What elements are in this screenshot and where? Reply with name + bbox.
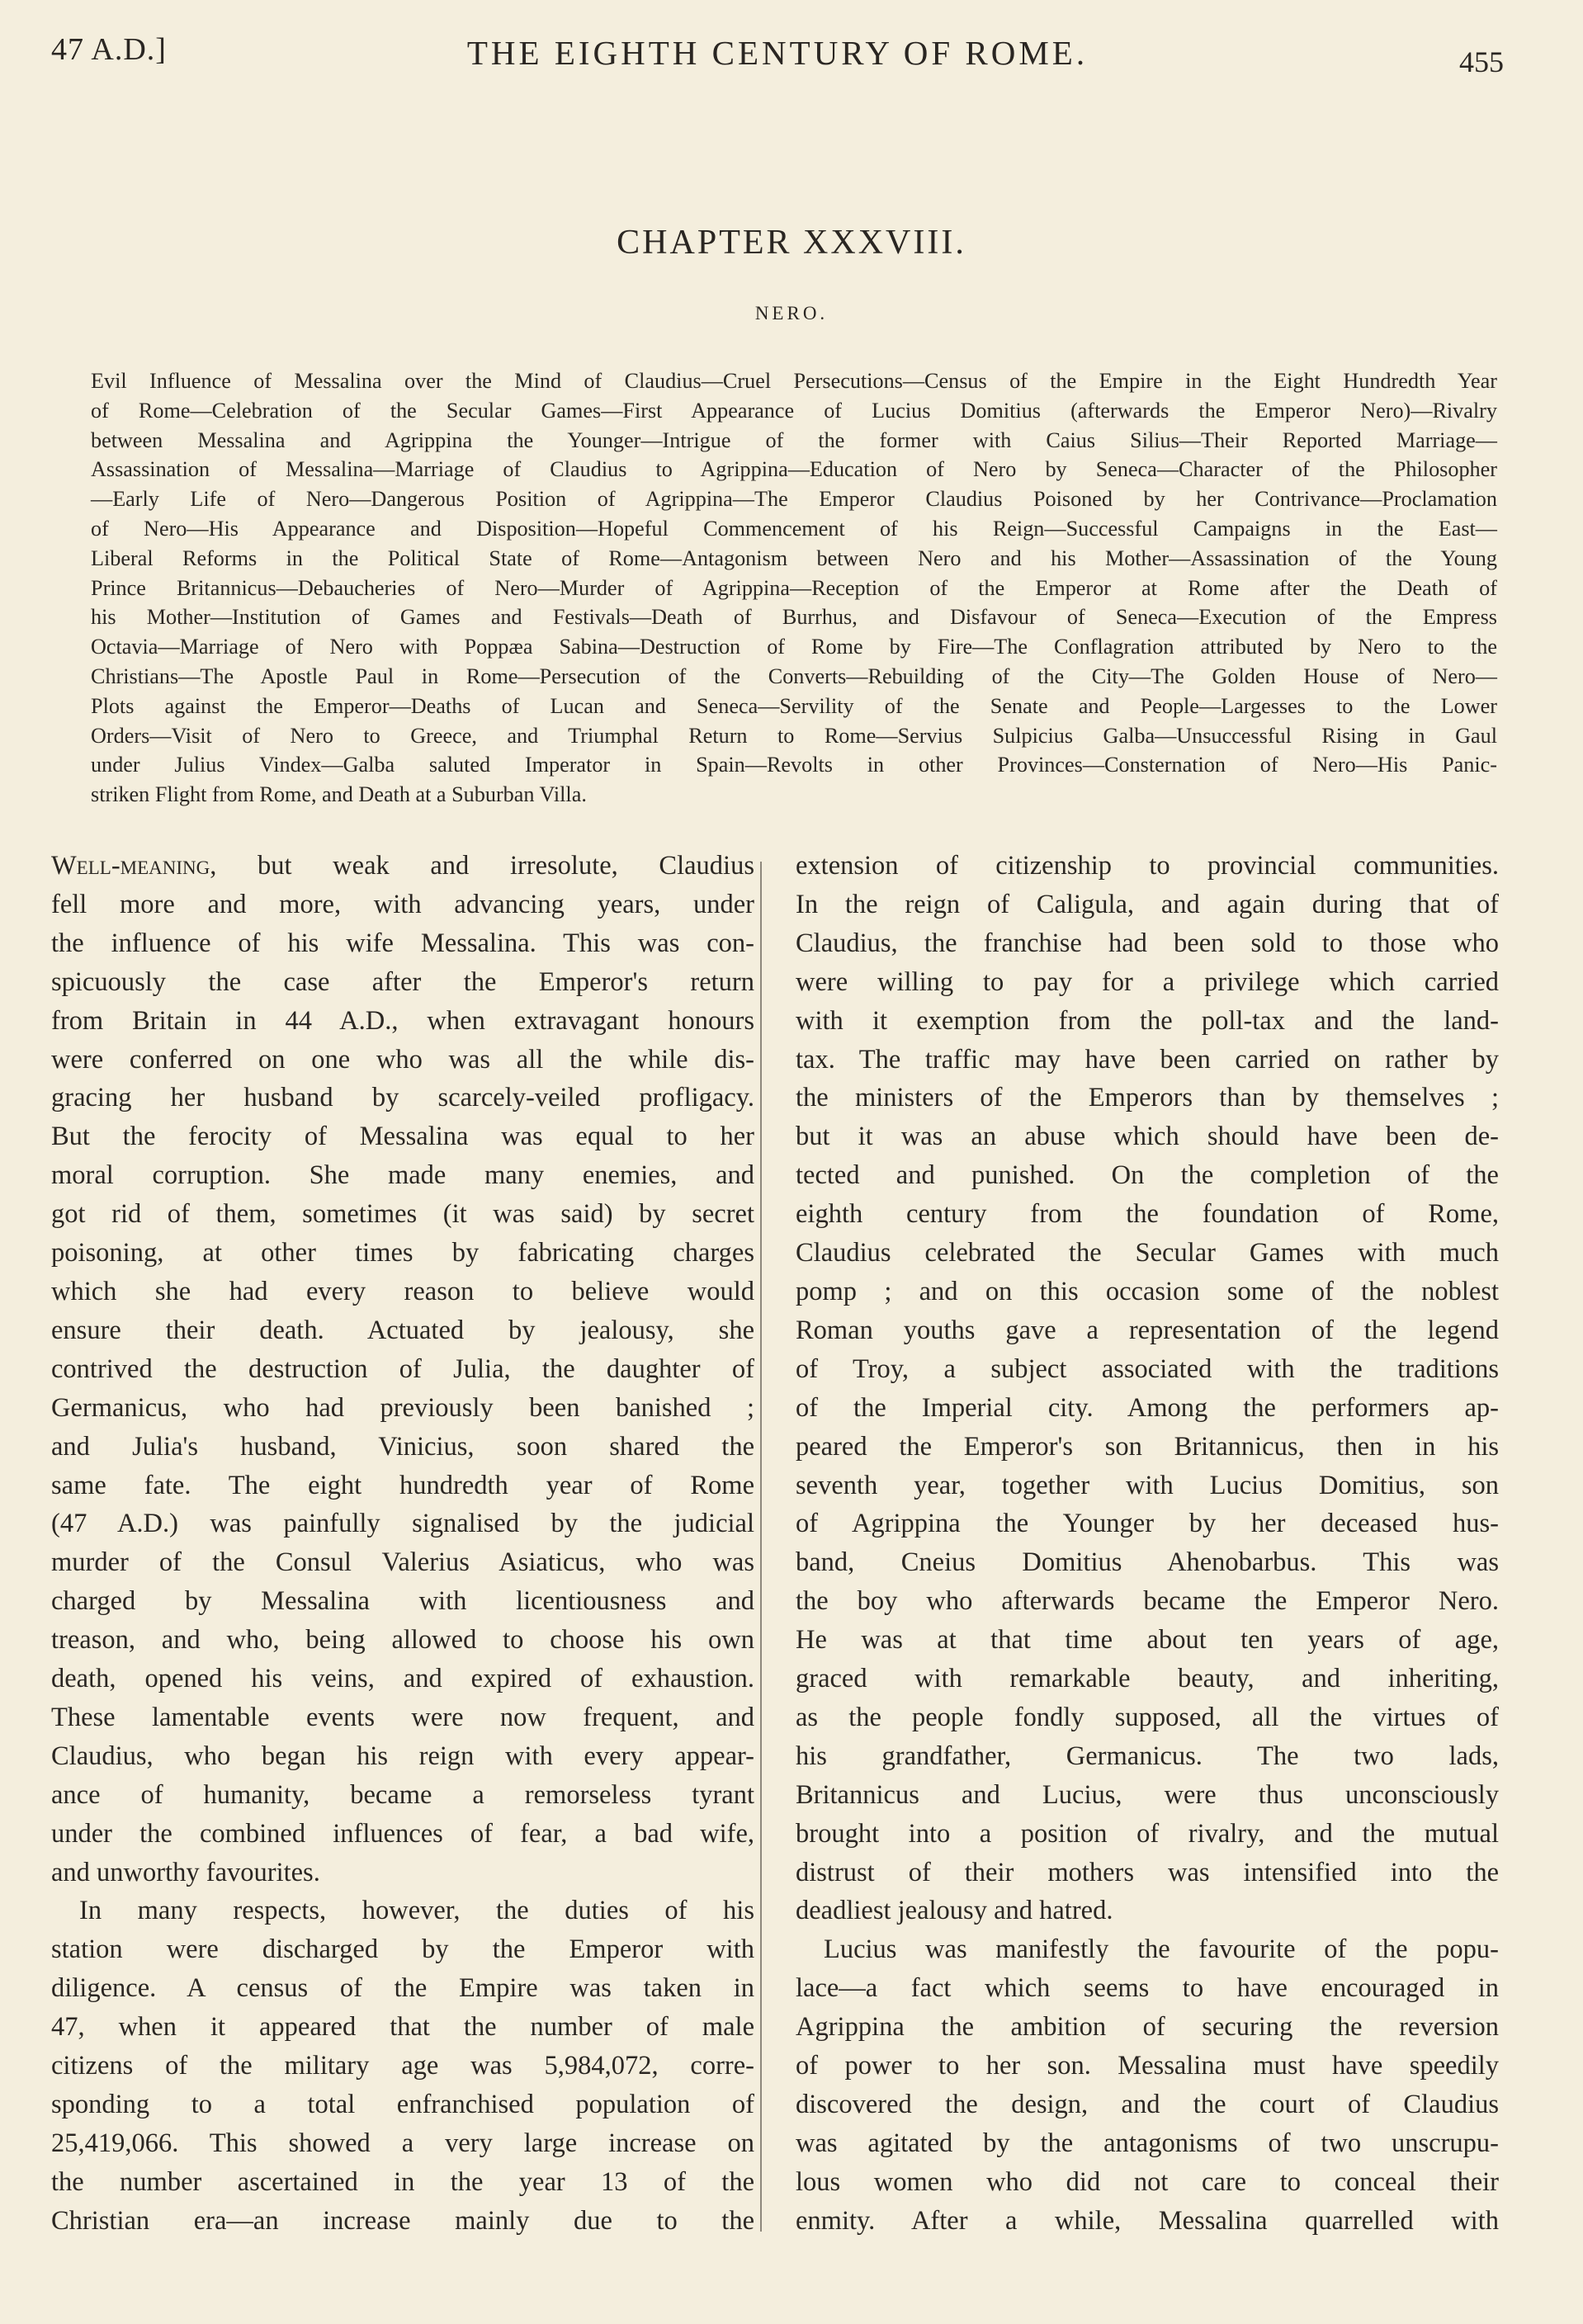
body-line: enmity. After a while, Messalina quarrelled with — [796, 2205, 1499, 2236]
body-line: moral corruption. She made many enemies, and — [51, 1160, 754, 1191]
body-line: murder of the Consul Valerius Asiaticus, who was — [51, 1547, 754, 1578]
body-line: distrust of their mothers was intensified into the — [796, 1857, 1499, 1887]
body-line: were willing to pay for a privilege which carried — [796, 966, 1499, 997]
body-line: of Troy, a subject associated with the traditions — [796, 1353, 1499, 1384]
summary-line: striken Flight from Rome, and Death at a Suburban Villa. — [91, 782, 587, 807]
summary-line: Prince Britannicus—Debaucheries of Nero—Murder of Agrippina—Reception of the Emperor at Rome after the Death of — [91, 575, 1497, 600]
body-text: but weak and irresolute, Claudius — [216, 851, 754, 881]
body-line: and Julia's husband, Vinicius, soon shared the — [51, 1431, 754, 1462]
body-line: spicuously the case after the Emperor's return — [51, 966, 754, 997]
body-line: charged by Messalina with licentiousness and — [51, 1586, 754, 1617]
body-line: fell more and more, with advancing years, under — [51, 889, 754, 919]
right-column — [796, 847, 1499, 2241]
body-line: poisoning, at other times by fabricating charges — [51, 1238, 754, 1268]
body-line: Claudius, who began his reign with every appear- — [51, 1741, 754, 1771]
body-line: (47 A.D.) was painfully signalised by the judicial — [51, 1509, 754, 1539]
page-number: 455 — [1459, 45, 1504, 78]
body-line: was agitated by the antagonisms of two unscrupu- — [796, 2128, 1499, 2158]
body-line: sponding to a total enfranchised population of — [51, 2090, 754, 2119]
body-line: tected and punished. On the completion of the — [796, 1160, 1499, 1191]
body-line: were conferred on one who was all the while dis- — [51, 1044, 754, 1075]
summary-line: Plots against the Emperor—Deaths of Lucan and Seneca—Servility of the Senate and People—Largesses to the Lower — [91, 693, 1497, 718]
body-line: Lucius was manifestly the favourite of the popu- — [824, 1934, 1499, 1965]
body-line: He was at that time about ten years of age, — [796, 1625, 1499, 1656]
body-line: Claudius celebrated the Secular Games with much — [796, 1238, 1499, 1268]
summary-line: his Mother—Institution of Games and Festivals—Death of Burrhus, and Disfavour of Seneca—Execution of the Empress — [91, 605, 1497, 630]
body-line: ance of humanity, became a remorseless tyrant — [51, 1779, 754, 1810]
body-line: of power to her son. Messalina must have speedily — [796, 2051, 1499, 2081]
body-line: brought into a position of rivalry, and the mutual — [796, 1818, 1499, 1849]
summary-line: Christians—The Apostle Paul in Rome—Persecution of the Converts—Rebuilding of the City—The Golden House of Nero— — [91, 664, 1497, 688]
summary-line: Liberal Reforms in the Political State of Rome—Antagonism between Nero and his Mother—Assassination of the Young — [91, 546, 1497, 570]
body-line: These lamentable events were now frequent, and — [51, 1702, 754, 1732]
running-header — [51, 28, 1504, 78]
body-line: ensure their death. Actuated by jealousy, she — [51, 1315, 754, 1345]
body-line: discovered the design, and the court of Claudius — [796, 2090, 1499, 2119]
summary-line: of Rome—Celebration of the Secular Games—First Appearance of Lucius Domitius (afterwards the Emperor Nero)—Rivalry — [91, 398, 1497, 423]
body-line: the influence of his wife Messalina. This was con- — [51, 928, 754, 958]
chapter-summary — [91, 366, 1497, 810]
summary-line: of Nero—His Appearance and Disposition—Hopeful Commencement of his Reign—Successful Campaigns in the East— — [91, 516, 1497, 541]
body-line — [51, 847, 754, 886]
body-line: lace—a fact which seems to have encouraged in — [796, 1973, 1499, 2004]
body-line: and unworthy favourites. — [51, 1857, 320, 1887]
body-line: In the reign of Caligula, and again during that of — [796, 889, 1499, 919]
left-column — [51, 847, 754, 2241]
opening-small-caps: Well-meaning, — [51, 851, 217, 881]
body-line: graced with remarkable beauty, and inheriting, — [796, 1664, 1499, 1694]
body-line: deadliest jealousy and hatred. — [796, 1896, 1113, 1926]
body-line: the boy who afterwards became the Emperor Nero. — [796, 1586, 1499, 1617]
body-line: under the combined influences of fear, a bad wife, — [51, 1818, 754, 1849]
body-line: got rid of them, sometimes (it was said) by secret — [51, 1199, 754, 1230]
body-line: with it exemption from the poll-tax and the land- — [796, 1005, 1499, 1036]
body-line: contrived the destruction of Julia, the daughter of — [51, 1353, 754, 1384]
body-line: extension of citizenship to provincial communities. — [796, 851, 1499, 881]
body-line: But the ferocity of Messalina was equal to her — [51, 1122, 754, 1152]
body-line: band, Cneius Domitius Ahenobarbus. This was — [796, 1547, 1499, 1578]
body-line: 25,419,066. This showed a very large increase on — [51, 2128, 754, 2158]
body-line: Germanicus, who had previously been banished ; — [51, 1392, 754, 1423]
body-line: lous women who did not care to conceal their — [796, 2166, 1499, 2197]
body-line: from Britain in 44 A.D., when extravagant honours — [51, 1005, 754, 1036]
body-line: of the Imperial city. Among the performers ap- — [796, 1392, 1499, 1423]
summary-line: Orders—Visit of Nero to Greece, and Triumphal Return to Rome—Servius Sulpicius Galba—Unsuccessful Rising in Gaul — [91, 723, 1497, 748]
body-line: 47, when it appeared that the number of male — [51, 2012, 754, 2043]
body-line: death, opened his veins, and expired of exhaustion. — [51, 1664, 754, 1694]
body-line: Roman youths gave a representation of the legend — [796, 1315, 1499, 1345]
body-line: of Agrippina the Younger by her deceased hus- — [796, 1509, 1499, 1539]
body-line: eighth century from the foundation of Rome, — [796, 1199, 1499, 1230]
body-line: Britannicus and Lucius, were thus unconsciously — [796, 1779, 1499, 1810]
chapter-subject: NERO. — [754, 303, 829, 324]
body-line: pomp ; and on this occasion some of the noblest — [796, 1276, 1499, 1306]
summary-line: —Early Life of Nero—Dangerous Position of Agrippina—The Emperor Claudius Poisoned by her Contrivance—Proclamation — [91, 487, 1497, 512]
body-line: station were discharged by the Emperor with — [51, 1934, 754, 1965]
summary-line: under Julius Vindex—Galba saluted Imperator in Spain—Revolts in other Provinces—Consternation of Nero—His Panic- — [91, 753, 1497, 777]
header-title: THE EIGHTH CENTURY OF ROME. — [466, 34, 1089, 72]
body-line: the ministers of the Emperors than by themselves ; — [796, 1083, 1499, 1113]
body-line: but it was an abuse which should have been de- — [796, 1122, 1499, 1152]
summary-line: Octavia—Marriage of Nero with Poppæa Sabina—Destruction of Rome by Fire—The Conflagration attributed by Nero to the — [91, 635, 1497, 659]
body-line: gracing her husband by scarcely-veiled profligacy. — [51, 1083, 754, 1113]
body-line: his grandfather, Germanicus. The two lads, — [796, 1741, 1499, 1771]
body-line: Claudius, the franchise had been sold to those who — [796, 928, 1499, 958]
body-line: which she had every reason to believe would — [51, 1276, 754, 1306]
body-line: Agrippina the ambition of securing the reversion — [796, 2012, 1499, 2043]
body-line: treason, and who, being allowed to choose his own — [51, 1625, 754, 1656]
summary-line: Assassination of Messalina—Marriage of Claudius to Agrippina—Education of Nero by Seneca—Character of the Philosopher — [91, 457, 1497, 482]
body-line: as the people fondly supposed, all the virtues of — [796, 1702, 1499, 1732]
column-divider — [760, 862, 762, 2232]
body-line: same fate. The eight hundredth year of Rome — [51, 1470, 754, 1500]
body-line: the number ascertained in the year 13 of the — [51, 2166, 754, 2197]
body-line: diligence. A census of the Empire was taken in — [51, 1973, 754, 2004]
summary-line: Evil Influence of Messalina over the Mind of Claudius—Cruel Persecutions—Census of the Empire in the Eight Hundredth Year — [91, 369, 1497, 393]
header-year: 47 A.D.] — [51, 32, 167, 67]
summary-line: between Messalina and Agrippina the Younger—Intrigue of the former with Caius Silius—Their Reported Marriage— — [91, 427, 1497, 452]
body-line: tax. The traffic may have been carried on rather by — [796, 1044, 1499, 1075]
body-line: seventh year, together with Lucius Domitius, son — [796, 1470, 1499, 1500]
body-line: citizens of the military age was 5,984,072, corre- — [51, 2051, 754, 2081]
body-line: Christian era—an increase mainly due to the — [51, 2205, 754, 2236]
chapter-title: CHAPTER XXXVIII. — [617, 224, 966, 262]
body-line: peared the Emperor's son Britannicus, then in his — [796, 1431, 1499, 1462]
body-line: In many respects, however, the duties of his — [79, 1896, 754, 1926]
